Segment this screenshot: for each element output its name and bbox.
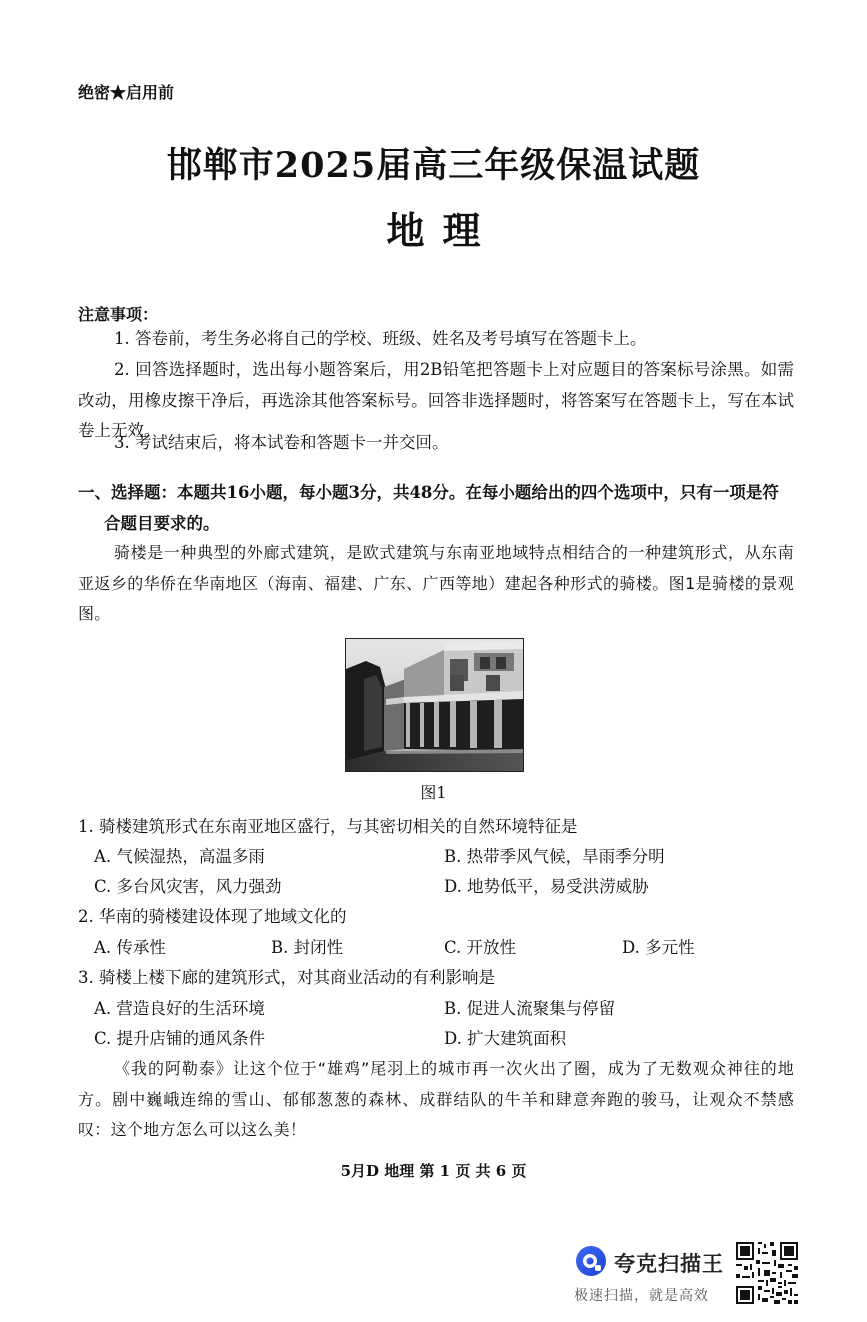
section-heading-line-2: 合题目要求的。	[104, 513, 220, 533]
quark-logo-icon	[575, 1245, 607, 1277]
question-2-stem: 2. 华南的骑楼建设体现了地域文化的	[78, 907, 347, 926]
subject-title: 地理	[386, 208, 499, 253]
material-intro-1: 骑楼是一种典型的外廊式建筑，是欧式建筑与东南亚地域特点相结合的一种建筑形式，从东南亚返乡的华侨在华南地区（海南、福建、广东、广西等地）建起各种形式的骑楼。图1是骑楼的景观图。	[78, 543, 794, 623]
question-1-option-c: C. 多台风灾害，风力强劲	[94, 877, 282, 896]
notice-item-1: 1. 答卷前，考生务必将自己的学校、班级、姓名及考号填写在答题卡上。	[114, 329, 647, 348]
question-1-option-d: D. 地势低平，易受洪涝威胁	[444, 877, 649, 896]
material-intro-2: 《我的阿勒泰》让这个位于“雄鸡”尾羽上的城市再一次火出了圈，成为了无数观众神往的地方。剧中巍峨连绵的雪山、郁郁葱葱的森林、成群结队的牛羊和肆意奔跑的骏马，让观众不禁感叹：这个地方怎么可以这么美！	[78, 1059, 794, 1139]
question-3-option-b: B. 促进人流聚集与停留	[444, 999, 616, 1018]
question-2-option-a: A. 传承性	[94, 938, 166, 957]
photo-illustration	[346, 639, 523, 771]
arcade-building-photo	[345, 638, 524, 772]
section-heading	[78, 478, 794, 539]
question-2-option-c: C. 开放性	[444, 938, 517, 957]
figure-caption: 图1	[420, 783, 447, 802]
question-1-option-a: A. 气候湿热，高温多雨	[94, 847, 265, 866]
question-3-stem: 3. 骑楼上楼下廊的建筑形式，对其商业活动的有利影响是	[78, 968, 495, 987]
exam-title: 邯郸市2025届高三年级保温试题	[166, 145, 701, 186]
watermark-slogan: 极速扫描，就是高效	[574, 1288, 709, 1304]
watermark-app-name: 夸克扫描王	[614, 1252, 724, 1276]
question-2-option-b: B. 封闭性	[271, 938, 344, 957]
page-footer: 5月D 地理 第 1 页 共 6 页	[340, 1162, 527, 1180]
question-3-option-a: A. 营造良好的生活环境	[94, 999, 265, 1018]
notice-item-2: 2. 回答选择题时，选出每小题答案后，用2B铅笔把答题卡上对应题目的答案标号涂黑。如需改动，用橡皮擦干净后，再选涂其他答案标号。回答非选择题时，将答案写在答题卡上，写在本试卷上无效。	[78, 360, 794, 440]
question-2-option-d: D. 多元性	[622, 938, 695, 957]
notice-item-3: 3. 考试结束后，将本试卷和答题卡一并交回。	[114, 433, 449, 452]
question-3-option-d: D. 扩大建筑面积	[444, 1029, 567, 1048]
question-1-stem: 1. 骑楼建筑形式在东南亚地区盛行，与其密切相关的自然环境特征是	[78, 817, 578, 836]
qr-code-icon	[734, 1240, 800, 1306]
question-3-option-c: C. 提升店铺的通风条件	[94, 1029, 266, 1048]
notice-heading: 注意事项：	[78, 305, 159, 324]
question-1-option-b: B. 热带季风气候，旱雨季分明	[444, 847, 665, 866]
secret-mark: 绝密★启用前	[78, 83, 175, 102]
section-heading-line-1: 一、选择题：本题共16小题，每小题3分，共48分。在每小题给出的四个选项中，只有一项是符	[78, 483, 779, 502]
